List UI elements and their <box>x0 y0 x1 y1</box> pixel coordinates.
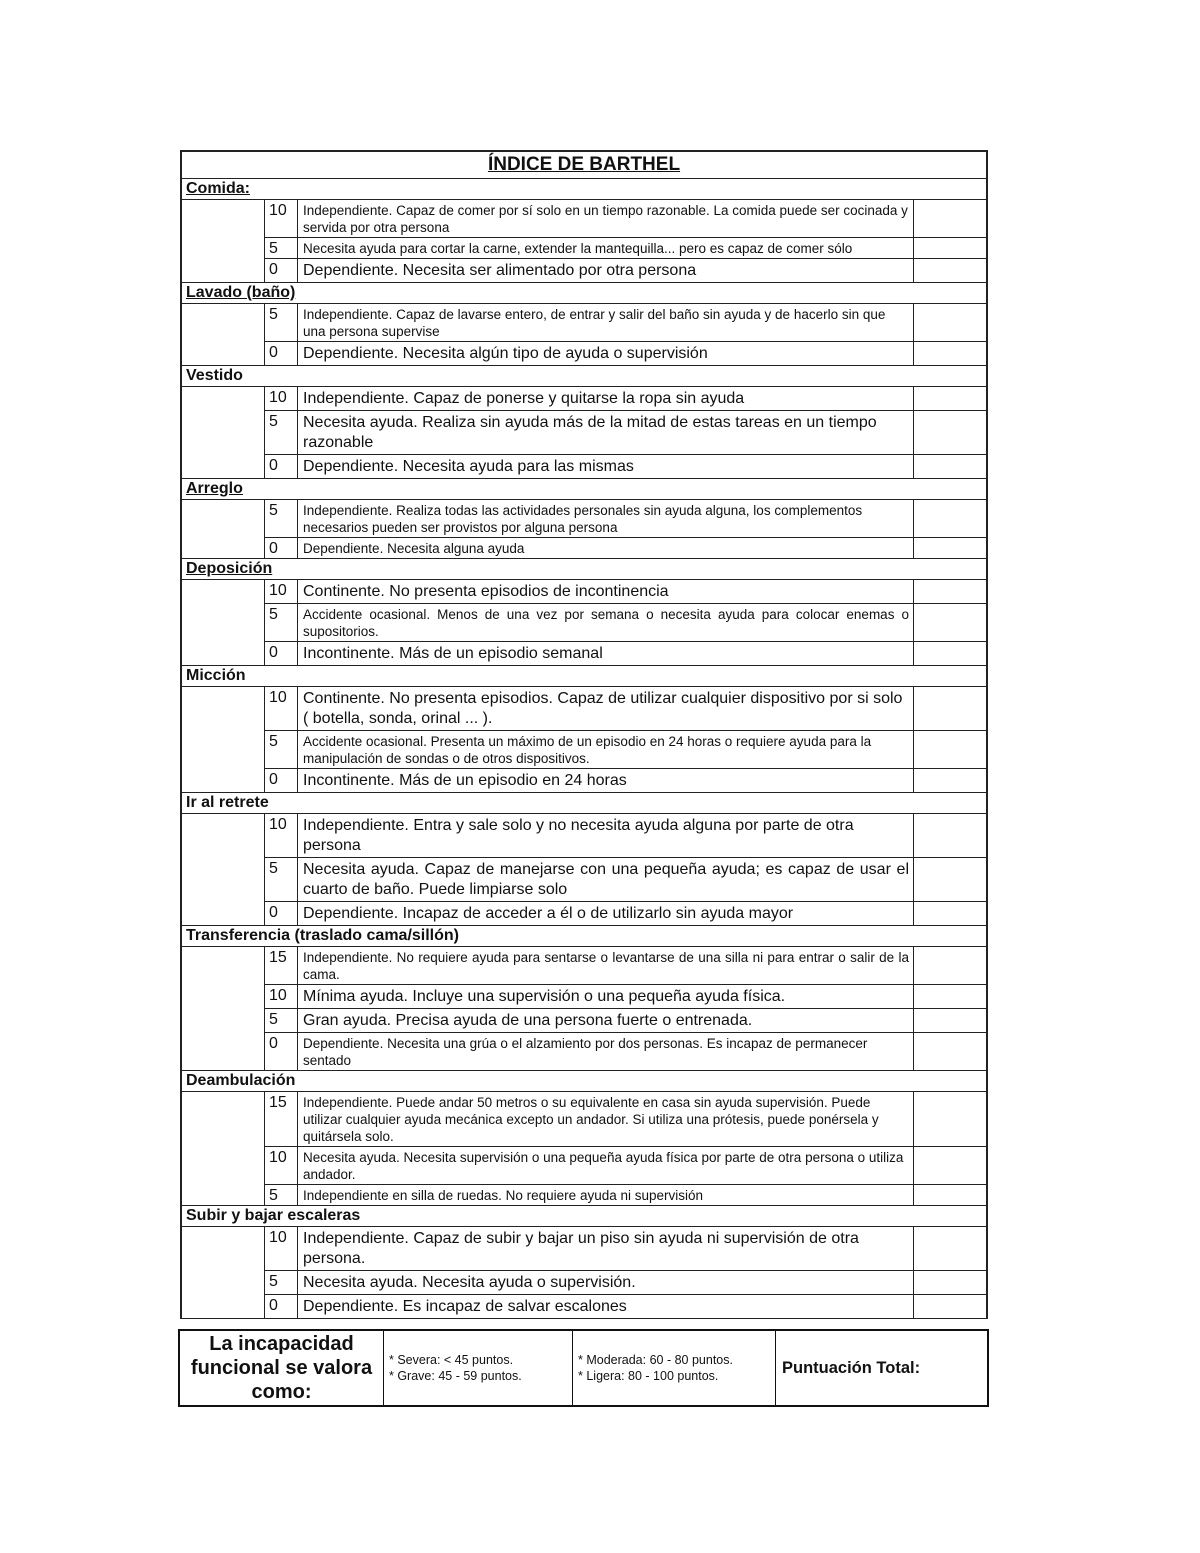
item-row <box>265 814 986 858</box>
item-points-cell[interactable] <box>914 580 986 603</box>
item-row <box>265 342 986 365</box>
item-description: Necesita ayuda. Capaz de manejarse con una pequeña ayuda; es capaz de usar el cuarto de baño. Puede limpiarse solo <box>298 858 914 901</box>
item-description: Gran ayuda. Precisa ayuda de una persona fuerte o entrenada. <box>298 1009 914 1032</box>
item-description: Necesita ayuda. Necesita ayuda o supervisión. <box>298 1271 914 1294</box>
item-points-cell[interactable] <box>914 411 986 454</box>
item-row <box>265 1147 986 1185</box>
item-points-cell[interactable] <box>914 858 986 901</box>
section-indent-cell <box>182 304 265 365</box>
item-row <box>265 538 986 558</box>
item-points-cell[interactable] <box>914 731 986 768</box>
item-row <box>265 902 986 925</box>
section-header <box>182 283 986 304</box>
item-row <box>265 687 986 731</box>
item-row <box>265 200 986 238</box>
sections-container <box>182 179 986 1319</box>
item-score: 0 <box>265 259 298 282</box>
item-description: Continente. No presenta episodios de incontinencia <box>298 580 914 603</box>
section-indent-cell <box>182 1227 265 1318</box>
item-row <box>265 259 986 282</box>
item-points-cell[interactable] <box>914 259 986 282</box>
section-body <box>182 387 986 479</box>
item-row <box>265 947 986 985</box>
item-points-cell[interactable] <box>914 1227 986 1270</box>
item-score: 5 <box>265 858 298 901</box>
item-points-cell[interactable] <box>914 342 986 365</box>
item-points-cell[interactable] <box>914 687 986 730</box>
item-description: Accidente ocasional. Menos de una vez por semana o necesita ayuda para colocar enemas o supositorios. <box>298 604 914 641</box>
item-row <box>265 455 986 478</box>
item-row <box>265 238 986 259</box>
section-body <box>182 687 986 793</box>
footer-label: La incapacidad funcional se valora como: <box>180 1331 384 1405</box>
severity-mild: * Ligera: 80 - 100 puntos. <box>578 1369 719 1383</box>
section-body <box>182 947 986 1071</box>
item-description: Independiente. Capaz de subir y bajar un piso sin ayuda ni supervisión de otra persona. <box>298 1227 914 1270</box>
section-title: Vestido <box>186 367 243 384</box>
item-row <box>265 985 986 1009</box>
item-score: 5 <box>265 604 298 641</box>
item-score: 5 <box>265 731 298 768</box>
item-points-cell[interactable] <box>914 604 986 641</box>
item-row <box>265 731 986 769</box>
item-description: Independiente. No requiere ayuda para sentarse o levantarse de una silla ni para entrar o salir de la cama. <box>298 947 914 984</box>
item-description: Necesita ayuda para cortar la carne, extender la mantequilla... pero es capaz de comer sólo <box>298 238 914 258</box>
section-header <box>182 1206 986 1227</box>
item-description: Dependiente. Necesita una grúa o el alzamiento por dos personas. Es incapaz de permanecer sentado <box>298 1033 914 1070</box>
item-score: 0 <box>265 342 298 365</box>
item-score: 0 <box>265 538 298 558</box>
item-score: 0 <box>265 769 298 792</box>
item-score: 5 <box>265 500 298 537</box>
item-row <box>265 304 986 342</box>
item-score: 10 <box>265 1227 298 1270</box>
severity-severe: * Severa: < 45 puntos. <box>389 1353 514 1367</box>
section-title: Transferencia (traslado cama/sillón) <box>186 927 459 944</box>
item-points-cell[interactable] <box>914 455 986 478</box>
item-description: Independiente. Realiza todas las actividades personales sin ayuda alguna, los complementos necesarios pueden ser provistos por alguna persona <box>298 500 914 537</box>
item-score: 0 <box>265 642 298 665</box>
section-body <box>182 580 986 666</box>
item-score: 10 <box>265 580 298 603</box>
item-score: 5 <box>265 304 298 341</box>
section-title: Arreglo <box>186 480 243 497</box>
item-score: 5 <box>265 1009 298 1032</box>
section-body <box>182 304 986 366</box>
item-description: Dependiente. Es incapaz de salvar escalones <box>298 1295 914 1318</box>
item-score: 10 <box>265 200 298 237</box>
item-points-cell[interactable] <box>914 304 986 341</box>
section-body <box>182 200 986 283</box>
item-row <box>265 1033 986 1070</box>
item-points-cell[interactable] <box>914 902 986 925</box>
item-score: 10 <box>265 687 298 730</box>
item-description: Dependiente. Necesita ayuda para las mismas <box>298 455 914 478</box>
section-title: Micción <box>186 667 246 684</box>
item-row <box>265 604 986 642</box>
severity-column-2 <box>573 1331 776 1405</box>
item-row <box>265 1295 986 1318</box>
item-description: Incontinente. Más de un episodio en 24 horas <box>298 769 914 792</box>
severity-grave: * Grave: 45 - 59 puntos. <box>389 1369 522 1383</box>
section-title: Ir al retrete <box>186 794 269 811</box>
item-score: 10 <box>265 814 298 857</box>
item-description: Dependiente. Necesita alguna ayuda <box>298 538 914 558</box>
total-score-label: Puntuación Total: <box>782 1358 921 1377</box>
item-points-cell[interactable] <box>914 500 986 537</box>
item-row <box>265 1009 986 1033</box>
section-title: Deposición <box>186 560 273 577</box>
section-title: Deambulación <box>186 1072 296 1089</box>
section-indent-cell <box>182 387 265 478</box>
item-points-cell[interactable] <box>914 985 986 1008</box>
item-row <box>265 1227 986 1271</box>
item-description: Incontinente. Más de un episodio semanal <box>298 642 914 665</box>
item-score: 0 <box>265 1295 298 1318</box>
item-points-cell[interactable] <box>914 1295 986 1318</box>
section-indent-cell <box>182 1092 265 1205</box>
section-indent-cell <box>182 814 265 925</box>
item-description: Dependiente. Incapaz de acceder a él o de utilizarlo sin ayuda mayor <box>298 902 914 925</box>
item-points-cell[interactable] <box>914 1009 986 1032</box>
section-header <box>182 666 986 687</box>
item-row <box>265 500 986 538</box>
section-body <box>182 500 986 559</box>
item-points-cell[interactable] <box>914 538 986 558</box>
item-description: Continente. No presenta episodios. Capaz de utilizar cualquier dispositivo por si solo ( botella, sonda, orinal ... ). <box>298 687 914 730</box>
item-points-cell[interactable] <box>914 387 986 410</box>
section-title: Subir y bajar escaleras <box>186 1207 361 1224</box>
item-row <box>265 858 986 902</box>
severity-moderate: * Moderada: 60 - 80 puntos. <box>578 1353 733 1367</box>
section-indent-cell <box>182 947 265 1070</box>
item-points-cell[interactable] <box>914 200 986 237</box>
item-score: 15 <box>265 947 298 984</box>
section-indent-cell <box>182 580 265 665</box>
item-score: 5 <box>265 411 298 454</box>
item-description: Necesita ayuda. Necesita supervisión o una pequeña ayuda física por parte de otra persona o utiliza andador. <box>298 1147 914 1184</box>
section-indent-cell <box>182 687 265 792</box>
item-score: 10 <box>265 387 298 410</box>
item-points-cell[interactable] <box>914 769 986 792</box>
item-description: Independiente en silla de ruedas. No requiere ayuda ni supervisión <box>298 1185 914 1205</box>
item-row <box>265 1185 986 1205</box>
item-points-cell[interactable] <box>914 642 986 665</box>
item-score: 10 <box>265 1147 298 1184</box>
section-header <box>182 793 986 814</box>
section-title: Comida: <box>186 180 250 197</box>
section-indent-cell <box>182 500 265 558</box>
item-score: 15 <box>265 1092 298 1146</box>
item-points-cell[interactable] <box>914 814 986 857</box>
item-description: Mínima ayuda. Incluye una supervisión o una pequeña ayuda física. <box>298 985 914 1008</box>
item-points-cell[interactable] <box>914 1033 986 1070</box>
section-body <box>182 814 986 926</box>
item-row <box>265 769 986 792</box>
item-points-cell[interactable] <box>914 1185 986 1205</box>
item-score: 5 <box>265 1185 298 1205</box>
item-row <box>265 411 986 455</box>
section-body <box>182 1092 986 1206</box>
item-description: Accidente ocasional. Presenta un máximo de un episodio en 24 horas o requiere ayuda para la manipulación de sondas o de otros dispositivos. <box>298 731 914 768</box>
section-body <box>182 1227 986 1319</box>
item-score: 10 <box>265 985 298 1008</box>
item-score: 5 <box>265 238 298 258</box>
section-header <box>182 1071 986 1092</box>
item-score: 5 <box>265 1271 298 1294</box>
item-description: Independiente. Capaz de ponerse y quitarse la ropa sin ayuda <box>298 387 914 410</box>
barthel-table <box>180 150 988 1319</box>
item-row <box>265 387 986 411</box>
item-description: Independiente. Capaz de comer por sí solo en un tiempo razonable. La comida puede ser cocinada y servida por otra persona <box>298 200 914 237</box>
item-row <box>265 580 986 604</box>
item-row <box>265 642 986 665</box>
item-points-cell[interactable] <box>914 947 986 984</box>
item-description: Independiente. Capaz de lavarse entero, de entrar y salir del baño sin ayuda y de hacerlo sin que una persona supervise <box>298 304 914 341</box>
section-header <box>182 179 986 200</box>
item-score: 0 <box>265 902 298 925</box>
document-title: ÍNDICE DE BARTHEL <box>182 152 986 179</box>
item-description: Necesita ayuda. Realiza sin ayuda más de la mitad de estas tareas en un tiempo razonable <box>298 411 914 454</box>
item-description: Dependiente. Necesita ser alimentado por otra persona <box>298 259 914 282</box>
item-points-cell[interactable] <box>914 1092 986 1146</box>
section-header <box>182 366 986 387</box>
section-header <box>182 926 986 947</box>
item-points-cell[interactable] <box>914 1147 986 1184</box>
item-score: 0 <box>265 455 298 478</box>
item-description: Independiente. Entra y sale solo y no necesita ayuda alguna por parte de otra persona <box>298 814 914 857</box>
section-header <box>182 479 986 500</box>
severity-column-1 <box>384 1331 573 1405</box>
section-title: Lavado (baño) <box>186 284 296 301</box>
item-score: 0 <box>265 1033 298 1070</box>
item-points-cell[interactable] <box>914 1271 986 1294</box>
footer-table <box>178 1329 989 1407</box>
item-points-cell[interactable] <box>914 238 986 258</box>
item-description: Dependiente. Necesita algún tipo de ayuda o supervisión <box>298 342 914 365</box>
item-description: Independiente. Puede andar 50 metros o su equivalente en casa sin ayuda supervisión. Puede utilizar cualquier ayuda mecánica excepto un andador. Si utiliza una prótesis, puede ponérsela y quitársela solo. <box>298 1092 914 1146</box>
section-indent-cell <box>182 200 265 282</box>
section-header <box>182 559 986 580</box>
item-row <box>265 1092 986 1147</box>
item-row <box>265 1271 986 1295</box>
